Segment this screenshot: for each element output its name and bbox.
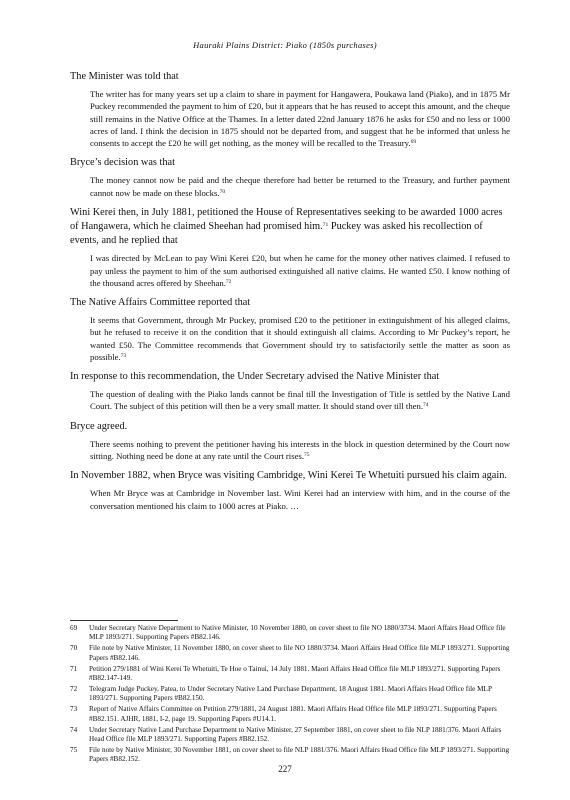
paragraph — [70, 469, 510, 483]
paragraph — [70, 70, 510, 84]
footnote-text: Report of Native Affairs Committee on Petition 279/1881, 24 August 1881. Maori Affairs Head Office file MLP 1893/271. Supporting Papers #B82.151. AJHR, 1881, I-2, page 19. Supporting Papers #U14.1. — [89, 705, 497, 723]
footnote — [70, 726, 510, 745]
footnote-ref: 75 — [304, 452, 310, 459]
paragraph-text: The Native Affairs Committee reported that — [70, 297, 251, 309]
paragraph-text: When Mr Bryce was at Cambridge in November last. Wini Kerei had an interview with him, and in the course of the conversation mentioned his claim to 1000 acres at Piako. … — [90, 488, 510, 511]
footnote-text: Petition 279/1881 of Wini Kerei Te Whetuiti, Te Hoe o Tainui, 14 July 1881. Maori Affairs Head Office file MLP 1893/271. Supporting Papers #B82.147-149. — [89, 664, 501, 683]
footnote — [70, 644, 510, 663]
footnote — [70, 685, 510, 704]
block-quote — [90, 252, 510, 289]
paragraph-text: In November 1882, when Bryce was visiting Cambridge, Wini Kerei Te Whetuiti pursued his claim again. — [70, 470, 507, 482]
footnote-ref: 72 — [225, 278, 232, 285]
footnote-ref: 71 — [322, 222, 329, 229]
paragraph-text: Puckey was asked his recollection of events, and he replied that — [70, 221, 483, 247]
footnote — [70, 705, 510, 724]
footnote-number: 70 — [70, 644, 78, 653]
paragraph — [70, 156, 510, 170]
footnote-number: 71 — [70, 664, 78, 673]
paragraph-text: Bryce agreed. — [70, 420, 128, 432]
footnote-number: 69 — [70, 624, 78, 632]
paragraph — [70, 296, 510, 310]
body-text — [70, 70, 510, 519]
footnote-ref: 70 — [219, 188, 226, 195]
paragraph-text: The Minister was told that — [70, 71, 179, 82]
block-quote — [90, 487, 510, 511]
footnote — [70, 746, 510, 765]
footnote-divider — [70, 620, 178, 621]
paragraph — [70, 420, 510, 434]
paragraph-text: It seems that Government, through Mr Puckey, promised £20 to the petitioner in extinguishment of his alleged claims, but he refused to receive it on the condition that it should extinguish all claims. According to Mr Puckey’s report, he wanted £50. The Committee recommends that Government should try to satisfactorily settle the matter as soon as possible. — [90, 315, 510, 362]
block-quote — [90, 174, 510, 198]
paragraph-text: There seems nothing to prevent the petitioner having his interests in the block in question determined by the Court now sitting. Nothing need be done at any rate until the Court rises. — [90, 438, 510, 462]
paragraph — [70, 206, 510, 249]
footnote-text: File note by Native Minister, 30 November 1881, on cover sheet to file NLP 1881/376. Maori Affairs Head Office file MLP 1893/271. Supporting Papers #B82.152. — [89, 745, 510, 764]
block-quote — [90, 388, 510, 412]
footnote-text: Under Secretary Native Land Purchase Department to Native Minister, 27 September 1881, on cover sheet to file NLP 1881/376. Maori Affairs Head Office file MLP 1893/271. Supporting Papers #B82.152. — [89, 725, 502, 743]
page-number: 227 — [278, 764, 292, 774]
footnote-ref: 69 — [410, 139, 417, 146]
paragraph-text: The writer has for many years set up a claim to share in payment for Hangawera, Poukawa land (Piako), and in 1875 Mr Puckey recommended the payment to him of £20, but it appears that he has reused to accept this amount, and the cheque still remains in the Native Office at the Thames. In a letter dated 22nd January 1876 he asks for £50 and no less or 1000 acres of land. I think the decision in 1875 should not be departed from, and suggest that he be informed that unless he consents to accept the £20 he will get nothing, as the money will be recalled to the Treasury. — [90, 89, 510, 149]
paragraph-text: I was directed by McLean to pay Wini Kerei £20, but when he came for the money other natives claimed. I refused to pay unless the payment to him of the sum authorised extinguished all native claims. He wanted £50. I know nothing of the thousand acres offered by Sheehan. — [90, 253, 510, 288]
footnote — [70, 665, 510, 684]
footnote-ref: 73 — [120, 352, 127, 359]
paragraph-text: Bryce’s decision was that — [70, 157, 175, 169]
paragraph-text: The question of dealing with the Piako lands cannot be final till the Investigation of Title is settled by the Native Land Court. The subject of this petition will then be a very small matter. It should stand over till then. — [90, 389, 510, 412]
block-quote — [90, 314, 510, 363]
paragraph-text: The money cannot now be paid and the cheque therefore had better be returned to the Treasury, and further payment cannot now be made on these blocks. — [90, 175, 510, 198]
footnote-text: Under Secretary Native Department to Native Minister, 10 November 1880, on cover sheet to file NO 1880/3734. Maori Affairs Head Office file MLP 1893/271. Supporting Papers #B82.146. — [89, 624, 506, 642]
running-header: Hauraki Plains District: Piako (1850s purchases) — [193, 40, 377, 50]
paragraph-text: In response to this recommendation, the Under Secretary advised the Native Minister that — [70, 371, 440, 383]
footnote-number: 75 — [70, 745, 78, 754]
footnotes — [70, 624, 510, 766]
block-quote — [90, 438, 510, 462]
footnote-number: 72 — [70, 684, 78, 693]
block-quote — [90, 88, 510, 149]
footnote-text: File note by Native Minister, 11 November 1880, on cover sheet to file NO 1880/3734. Maori Affairs Head Office file MLP 1893/271. Supporting Papers #B82.146. — [89, 644, 510, 662]
footnote-number: 73 — [70, 705, 78, 714]
paragraph-text: Wini Kerei then, in July 1881, petitioned the House of Representatives seeking to be awarded 1000 acres of Hangawera, which he claimed Sheehan had promised him. — [70, 206, 503, 233]
paragraph — [70, 370, 510, 384]
footnote — [70, 624, 510, 643]
footnote-text: Telegram Judge Puckey, Patea, to Under Secretary Native Land Purchase Department, 18 August 1881. Maori Affairs Head Office file MLP 1893/271. Supporting Papers #B82.150. — [89, 684, 492, 703]
footnote-ref: 74 — [423, 402, 429, 409]
footnote-number: 74 — [70, 725, 78, 734]
